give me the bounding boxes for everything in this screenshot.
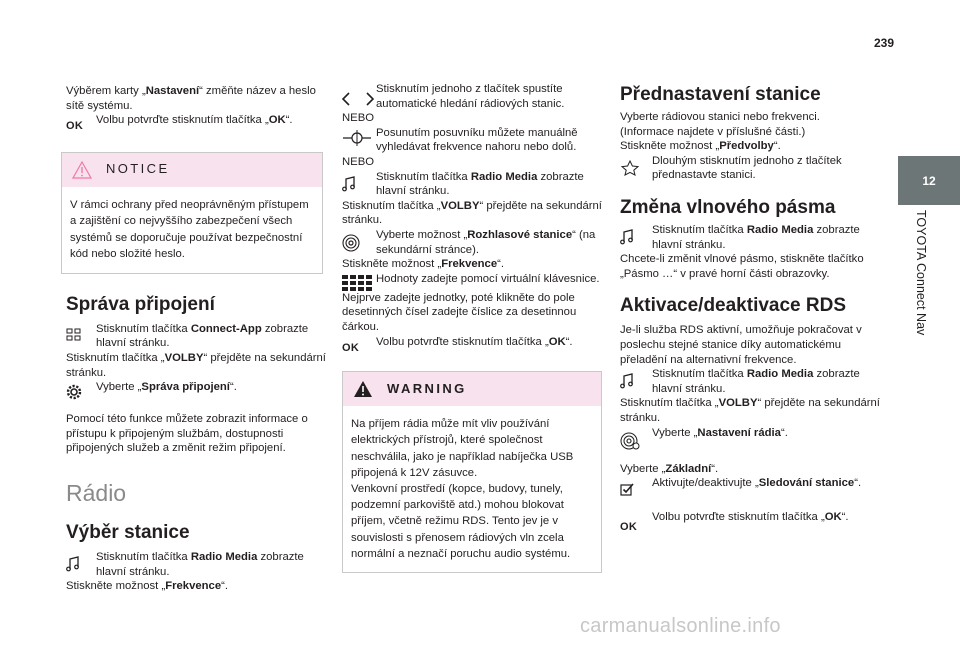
radio-settings-icon: [620, 432, 640, 450]
paragraph: Vyberte „Nastavení rádia“.: [652, 426, 788, 439]
heading-prednastaveni: Přednastavení stanice: [620, 84, 821, 105]
paragraph: Aktivujte/deaktivujte „Sledování stanice“.: [652, 477, 862, 490]
page-number: 239: [874, 36, 895, 50]
radio-antenna-icon: [342, 234, 360, 252]
heading-sprava-pripojeni: Správa připojení: [66, 293, 215, 315]
paragraph: Volbu potvrďte stisknutím tlačítka „OK“.: [652, 511, 849, 524]
paragraph: NEBO: [342, 155, 375, 168]
heading-zmena-pasma: Změna vlnového pásma: [620, 196, 836, 218]
paragraph: Stisknutím tlačítka „VOLBY“ přejděte na sekundární stránku.: [342, 199, 602, 227]
gear-instruction: [66, 380, 336, 400]
paragraph: Stisknutím tlačítka Radio Media zobrazte hlavní stránku.: [376, 170, 584, 198]
star-preset-icon: [620, 160, 640, 176]
radio-media-instruction: [66, 550, 336, 579]
slider-icon: [342, 130, 372, 146]
paragraph: Pomocí této funkce můžete zobrazit informace o přístupu k připojeným službám, dostupnosti připojených služeb a změnit režim připojení.: [66, 413, 308, 455]
music-note-icon: [620, 229, 634, 245]
notice-title: NOTICE: [106, 161, 170, 177]
warning-header: [343, 372, 601, 406]
paragraph: Posunutím posuvníku můžete manuálně vyhledávat frekvence nahoru nebo dolů.: [376, 126, 578, 154]
slider-instruction: [342, 126, 607, 155]
paragraph: NEBO: [342, 112, 375, 125]
warning-box: [342, 371, 602, 573]
checkbox-icon: [620, 482, 634, 496]
checkbox-instruction: [620, 476, 882, 496]
paragraph: Výběrem karty „Nastavení“ změňte název a heslo sítě systému.: [66, 85, 316, 112]
presets-instruction: [620, 154, 882, 183]
paragraph: Stisknutím tlačítka Radio Media zobrazte hlavní stránku.: [652, 223, 860, 251]
paragraph: Vyberte „Základní“.: [620, 462, 719, 475]
paragraph: Stisknutím jednoho z tlačítek spustíte automatické hledání rádiových stanic.: [376, 83, 565, 110]
paragraph: Stisknutím tlačítka „VOLBY“ přejděte na sekundární stránku.: [66, 351, 326, 379]
column-1: [66, 84, 336, 594]
warning-triangle-icon: [72, 161, 92, 179]
paragraph: Vyberte rádiovou stanici nebo frekvenci.: [620, 111, 820, 123]
search-arrows-instruction: [342, 82, 607, 111]
watermark: carmanualsonline.info: [580, 615, 781, 637]
ok-icon: OK: [342, 341, 360, 354]
warning-triangle-icon: [353, 380, 373, 398]
paragraph: Stiskněte možnost „Frekvence“.: [342, 258, 505, 271]
paragraph: Chcete-li změnit vlnové pásmo, stiskněte tlačítko „Pásmo …“ v pravé horní části obrazovky.: [620, 253, 864, 280]
connect-app-icon: [66, 328, 82, 342]
notice-text: V rámci ochrany před neoprávněným přístupem a zajištění co nejvyššího zabezpečení všech systémů se doporučuje používat bezpečnostní kód nebo složité heslo.: [70, 198, 309, 261]
music-note-icon: [66, 556, 80, 572]
ok-icon: OK: [620, 521, 638, 534]
heading-vyber-stanice: Výběr stanice: [66, 521, 190, 543]
radio-settings-instruction: [620, 426, 882, 450]
radio-media-instruction: [342, 170, 607, 199]
notice-header: [62, 153, 322, 187]
paragraph: Nejprve zadejte jednotky, poté klikněte do pole desetinných čísel zadejte číslice za desetinnou čárkou.: [342, 291, 577, 333]
paragraph: Stisknutím tlačítka „VOLBY“ přejděte na sekundární stránku.: [620, 397, 880, 424]
paragraph: Stiskněte možnost „Frekvence“.: [66, 580, 229, 593]
ok-icon: OK: [66, 120, 84, 133]
stations-instruction: [342, 228, 607, 257]
ok-instruction: [66, 113, 336, 134]
ok-instruction: [342, 335, 607, 356]
notice-box: [61, 152, 323, 274]
paragraph: Volbu potvrďte stisknutím tlačítka „OK“.: [376, 335, 573, 348]
ok-instruction: [620, 510, 882, 535]
chevron-left-right-icon: [342, 92, 374, 106]
paragraph: Stisknutím tlačítka Connect-App zobrazte hlavní stránku.: [96, 322, 309, 350]
warning-text: Na příjem rádia může mít vliv používání elektrických přístrojů, které společnost neschválila, jako je například nabíječka USB připojená k 12V zásuvce. Venkovní prostředí (kopce, budovy, tunely, podzemní parkoviště atd.) mohou blokovat příjem, včetně režimu RDS. Tento jev je v souvislosti s přenosem rádiových vln zcela normální a neznačí poruchu audio systému.: [351, 418, 574, 560]
heading-rds: Aktivace/deaktivace RDS: [620, 295, 847, 317]
connect-app-instruction: [66, 322, 336, 351]
paragraph: Dlouhým stisknutím jednoho z tlačítek přednastavte stanici.: [652, 154, 842, 182]
warning-title: WARNING: [387, 380, 467, 396]
chapter-title: [897, 210, 960, 390]
paragraph: Hodnoty zadejte pomocí virtuální klávesnice.: [376, 272, 600, 285]
radio-media-instruction: [620, 223, 882, 252]
paragraph: Vyberte možnost „Rozhlasové stanice“ (na sekundární stránce).: [376, 228, 596, 256]
heading-radio: Rádio: [66, 479, 127, 506]
paragraph: (Informace najdete v příslušné části.): [620, 125, 806, 138]
paragraph: Je-li služba RDS aktivní, umožňuje pokračovat v poslechu stejné stanice díky automatickému přeladění na alternativní frekvence.: [620, 324, 862, 366]
paragraph: Vyberte „Správa připojení“.: [96, 381, 237, 394]
chapter-title-text: TOYOTA Connect Nav: [914, 210, 928, 336]
keyboard-icon: [342, 275, 374, 291]
gear-icon: [66, 384, 82, 400]
radio-media-instruction: [620, 367, 882, 396]
paragraph: Stisknutím tlačítka Radio Media zobrazte hlavní stránku.: [652, 368, 860, 395]
paragraph: Stiskněte možnost „Předvolby“.: [620, 140, 781, 153]
column-2: [342, 82, 607, 573]
keyboard-instruction: [342, 272, 607, 291]
column-3: [620, 84, 882, 535]
paragraph: Volbu potvrďte stisknutím tlačítka „OK“.: [96, 114, 293, 127]
music-note-icon: [342, 176, 356, 192]
music-note-icon: [620, 373, 634, 389]
chapter-tab: 12: [898, 156, 960, 205]
paragraph: Stisknutím tlačítka Radio Media zobrazte hlavní stránku.: [96, 550, 304, 578]
